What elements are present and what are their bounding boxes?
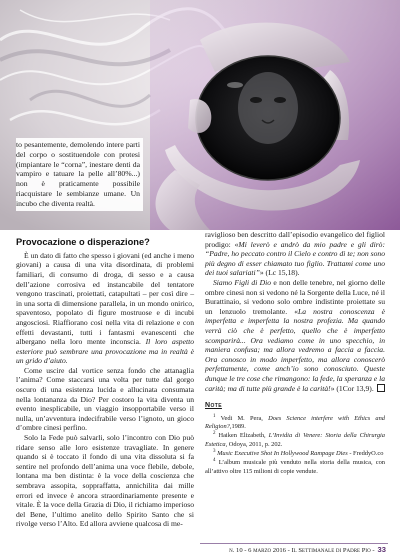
- note-tail: - FreddyO.co: [347, 450, 384, 458]
- note-title: L’Invidia di Venere: Storia della Chirurgia Estetica: [205, 432, 385, 448]
- note-number: 3: [213, 448, 216, 454]
- note-number: 1: [213, 413, 216, 419]
- note-text: L’album musicale più venduto nella storia della musica, con all’attivo oltre 115 milioni di copie vendute.: [205, 459, 385, 475]
- note-number: 4: [213, 458, 216, 464]
- issue-info: n. 10 - 6 marzo 2016 - Il Settimanale di Padre Pio -: [229, 547, 375, 554]
- right-paragraph-2-italic-lead: Siamo Figli di Dio: [213, 277, 272, 287]
- note-title: Music Executive Shot In Hollywood Rampage Dies: [217, 450, 348, 458]
- left-paragraph-3: Solo la Fede può salvarli, solo l’incontro con Dio può ridare senso alle loro esistenze travagliate. In genere quando si è toccato il fondo di una vita dissoluta si fa sentire nel profondo dell’anima una voce flebile, debole, lontana ma ben distinta: è la voce della coscienza che sembrava assopita, soppraffatta, annichilita dai mille errori ed invece è ancora straordinariamente presente e vitale. È la voce della Grazia di Dio, il richiamo imperioso del Bene, l’ultimo anelito dello Spirito Santo che si rivolge verso l’Alto. Ed allora avviene qualcosa di me-: [16, 433, 194, 529]
- left-column: [16, 236, 194, 529]
- footer-text: [229, 545, 386, 554]
- note-item: [205, 414, 385, 432]
- inset-paragraph: to pesantemente, demolendo intere parti del corpo o sostituendole con protesi (impiantare le “corna”, inestare denti da vampiro e tatuare la pelle all’80%...) non è praticamente possibile riacquistare le sembianze umane. Un incubo che diventa realtà.: [16, 140, 140, 208]
- note-item: [205, 431, 385, 449]
- section-heading: Provocazione o disperazione?: [16, 237, 150, 247]
- note-item: [205, 449, 385, 458]
- gospel-reference: » (Lc 15,18).: [259, 268, 300, 278]
- inset-text-box: [16, 138, 143, 211]
- notes-title: Note: [205, 402, 222, 410]
- note-tail: ,1989.: [229, 423, 246, 431]
- corinthians-reference: » (1Cor 13,9).: [330, 383, 374, 393]
- right-paragraph-1: [205, 230, 385, 278]
- left-paragraph-2: Come uscire dal vortice senza fondo che attanaglia l’anima? Come staccarsi una volta per tutte dal gorgo oscuro di una esistenza lucida e allucinata consumata nella lontananza da Dio? Per costoro la vita diventa un evento inesplicabile, un viaggio insopportabile verso il nulla, un’avventura indecifrabile verso l’ignoto, un gioco d’ombre cinesi perfino.: [16, 365, 194, 433]
- right-column: [205, 230, 385, 476]
- right-paragraph-2: [205, 278, 385, 393]
- right-paragraph-1-text: raviglioso ben descritto dall’episodio evangelico del figliol prodigo: «: [205, 230, 385, 249]
- page-number: 33: [377, 545, 386, 554]
- left-paragraph-1-text: È un dato di fatto che spesso i giovani (ed anche i meno giovani) a causa di una vita disordinata, di problemi familiari, di consumo di droga, di sesso e a causa dell’azione corrosiva ed instancabile del tentatore vengono trascinati, proiettati, catapultati – per così dire – in una sorta di dimensione parallela, in un mondo onirico, spaventoso, popolato di figure mostruose e di incubi angosciosi. Riaffiorano così nella vita di relazione e con effetti devastanti, tutti i fantasmi evanescenti che albergano nella loro mente inconscia.: [16, 250, 194, 347]
- end-of-article-mark: [377, 384, 385, 392]
- corinthians-quote: La nostra conoscenza è imperfetta e imperfetta la nostra profezia. Ma quando verrà ciò che è perfetto, quello che è imperfetto scomparirà... Ora vediamo come in uno specchio, in maniera confusa; ma allora vedremo a faccia a faccia. Ora conosco in modo imperfetto, ma allora conoscerò perfettamente, come anch’io sono conosciuto. Queste dunque le tre cose che rimangono: la fede, la speranza e la carità; ma di tutte più grande è la carità!: [205, 306, 385, 393]
- note-text: Vedi M. Pera,: [220, 415, 269, 423]
- note-title: Does Science interfere with Ethics and Religion?: [205, 415, 385, 431]
- left-paragraph-1-italic: Il loro aspetto esteriore può sembrare una provocazione ma in realtà è un grido d’aiuto.: [16, 337, 194, 366]
- footer-rule: [200, 543, 388, 544]
- left-paragraph-1: [16, 251, 194, 366]
- gospel-quote: Mi leverò e andrò da mio padre e gli dirò: “Padre, ho peccato contro il Cielo e contro di te; non sono più degno di esser chiamato tuo figlio. Trattami come uno dei tuoi salariati”: [205, 239, 385, 278]
- right-paragraph-2-text: e non delle tenebre, nel giorno delle ombre cinesi non si vedono né la Sorgente della Luce, né il Burattinaio, si vedono solo ombre indistinte proiettate su un lenzuolo tremolante. «: [205, 277, 385, 316]
- note-text: Haiken Elizabeth,: [218, 432, 269, 440]
- note-item: [205, 458, 385, 476]
- note-tail: , Odoya, 2011, p. 202.: [225, 440, 283, 448]
- notes-list: [205, 414, 385, 476]
- note-number: 2: [213, 431, 216, 437]
- page-footer: [0, 543, 400, 555]
